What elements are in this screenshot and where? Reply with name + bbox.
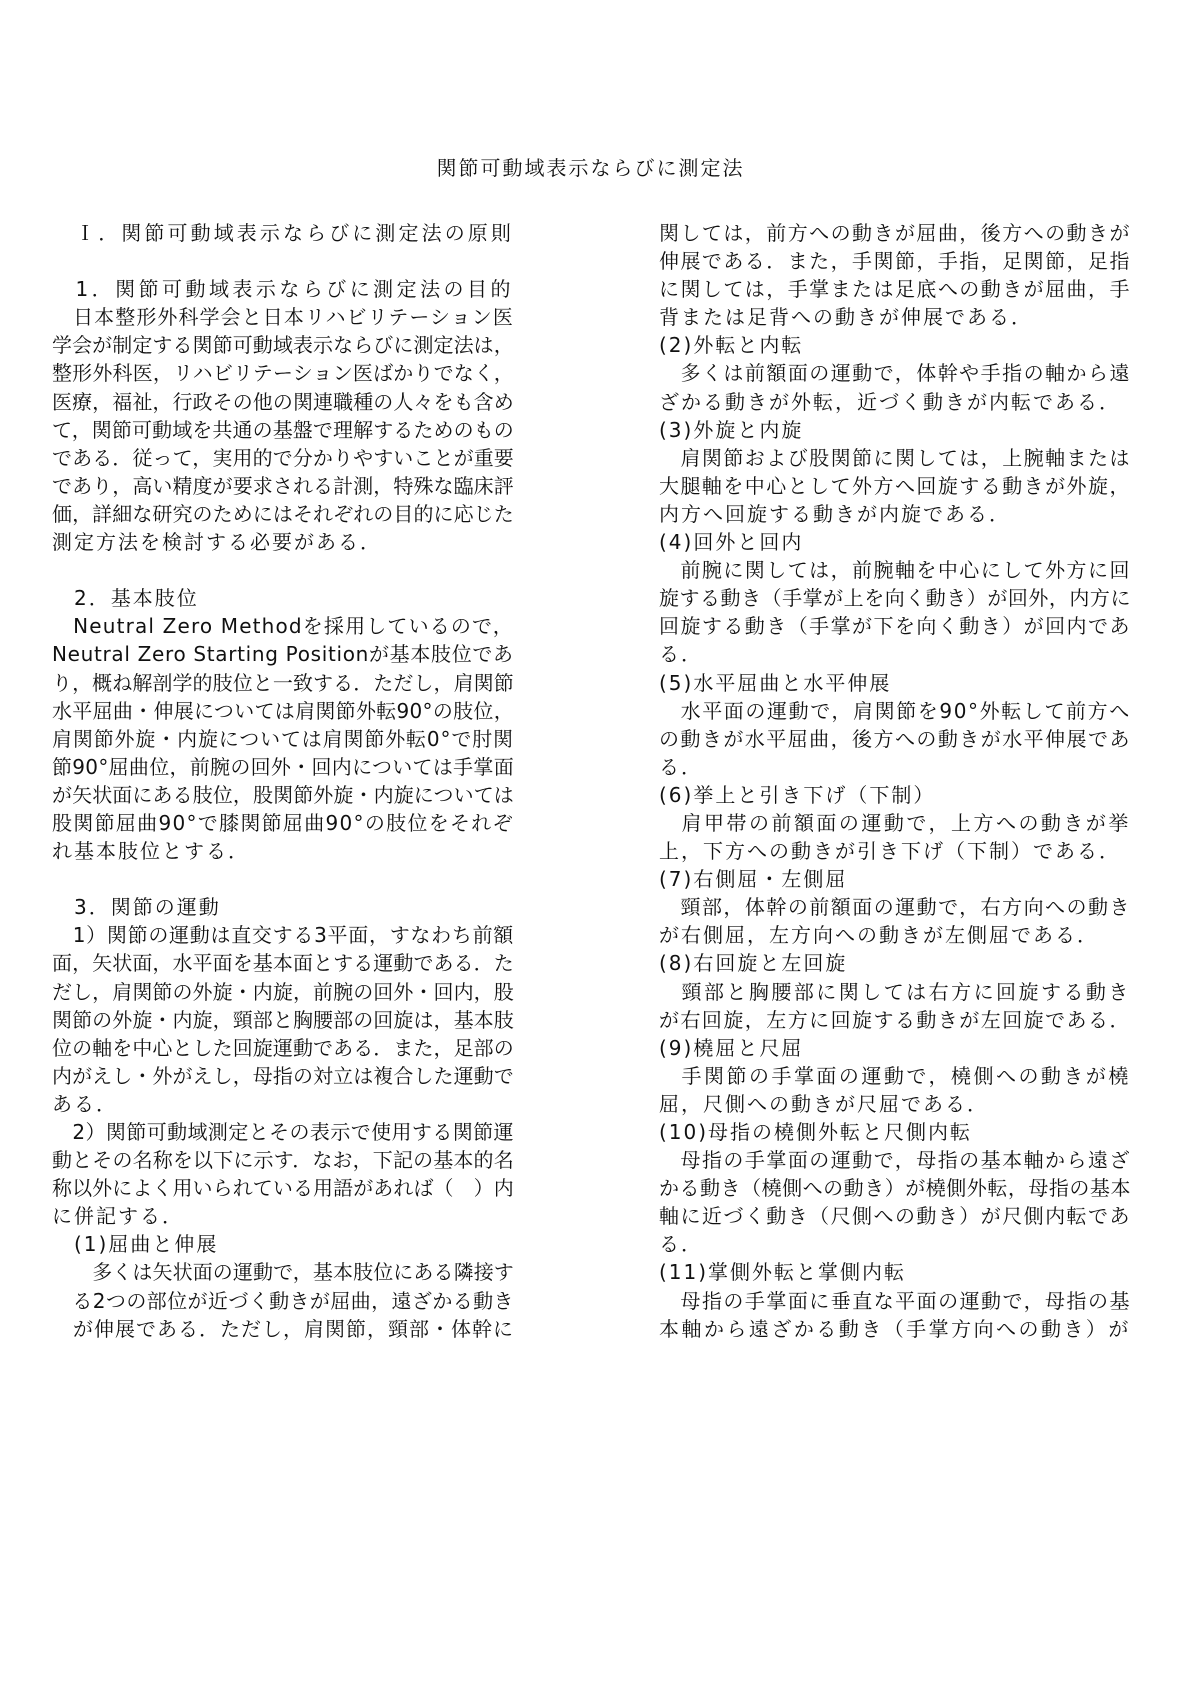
text-line: 称以外によく用いられている用語があれば（ ）内 [52,1176,514,1201]
text-line: て，関節可動域を共通の基盤で理解するためのもの [52,417,514,442]
text-line-row [659,219,1131,247]
text-line-row [52,444,514,472]
text-line: る2つの部位が近づく動きが屈曲，遠ざかる動き [52,1288,514,1313]
text-line: 動とその名称を以下に示す．なお，下記の基本的名 [52,1148,514,1173]
text-line: ある． [52,1091,118,1116]
text-line-row [659,612,1131,640]
text-line-row [659,303,1131,331]
blank-line [52,247,514,275]
text-line: ざかる動きが外転，近づく動きが内転である． [659,389,1121,414]
text-line: Ｉ．関節可動域表示ならびに測定法の原則 [52,221,514,245]
text-line-row [659,247,1131,275]
text-line: 母指の手掌面の運動で，母指の基本軸から遠ざ [659,1148,1131,1173]
text-line-row [659,444,1131,472]
text-line-row [52,837,514,865]
text-line-row [659,1258,1131,1286]
text-line-row [52,219,514,247]
text-line: 前腕に関しては，前腕軸を中心にして外方に回 [659,558,1131,583]
text-line: 背または足背への動きが伸展である． [659,305,1033,330]
text-line: 肩関節および股関節に関しては，上腕軸または [659,445,1131,470]
text-line-row [52,893,514,921]
text-line: 上，下方への動きが引き下げ（下制）である． [659,839,1121,864]
text-line: 頸部，体幹の前額面の運動で，右方向への動き [659,895,1131,920]
text-line: 1．関節可動域表示ならびに測定法の目的 [52,277,514,302]
text-line: る． [659,1232,703,1257]
text-line: 内がえし・外がえし，母指の対立は複合した運動で [52,1063,514,1088]
text-line-row [52,472,514,500]
text-line: が右側屈，左方向への動きが左側屈である． [659,923,1099,948]
text-line: (8)右回旋と左回旋 [659,951,848,976]
text-line: 関しては，前方への動きが屈曲，後方への動きが [659,221,1131,245]
text-line: れ基本肢位とする． [52,839,250,864]
text-line-row [659,865,1131,893]
text-line-row [659,1006,1131,1034]
text-line-row [52,1258,514,1286]
text-line: (6)挙上と引き下げ（下制） [659,782,936,807]
text-line-row [659,697,1131,725]
blank-line [52,865,514,893]
text-line-row [659,949,1131,977]
text-line-row [52,697,514,725]
text-line-row [659,416,1131,444]
text-line-row [659,275,1131,303]
text-line-row [659,1230,1131,1258]
text-line-row [659,528,1131,556]
text-line: 頸部と胸腰部に関しては右方に回旋する動き [659,979,1131,1004]
text-line: 手関節の手掌面の運動で，橈側への動きが橈 [659,1063,1131,1088]
text-line-row [659,1034,1131,1062]
text-line-row [52,753,514,781]
text-line-row [659,1090,1131,1118]
text-line-row [52,809,514,837]
text-line-row [52,1090,514,1118]
text-line: 内方へ回旋する動きが内旋である． [659,501,1011,526]
text-line-row [52,1146,514,1174]
text-line: 伸展である．また，手関節，手指，足関節，足指 [659,249,1131,274]
blank-line [52,556,514,584]
text-line-row [659,640,1131,668]
text-line: る． [659,642,703,667]
text-line-row [52,584,514,612]
text-line-row [52,388,514,416]
text-line-row [52,1202,514,1230]
text-line-row [52,1315,514,1343]
text-line: 医療，福祉，行政その他の関連職種の人々をも含め [52,389,514,414]
text-line: 面，矢状面，水平面を基本面とする運動である．た [52,951,514,976]
text-line-row [659,388,1131,416]
text-line-row [659,359,1131,387]
text-line: 母指の手掌面に垂直な平面の運動で，母指の基 [659,1288,1131,1313]
text-line-row [52,303,514,331]
text-line-row [659,893,1131,921]
text-line-row [52,1230,514,1258]
text-line-row [52,1118,514,1146]
text-line: る． [659,754,703,779]
text-line: (7)右側屈・左側屈 [659,867,848,892]
text-line: 水平面の運動で，肩関節を90°外転して前方へ [659,698,1131,723]
text-line-row [659,1174,1131,1202]
text-line-row [659,753,1131,781]
text-line: 3．関節の運動 [52,895,221,920]
text-line: 旋する動き（手掌が上を向く動き）が回外，内方に [659,586,1131,611]
text-line-row [659,1202,1131,1230]
text-line: 日本整形外科学会と日本リハビリテーション医 [52,305,514,330]
text-line: 回旋する動き（手掌が下を向く動き）が回内であ [659,614,1131,639]
text-line: (1)屈曲と伸展 [52,1232,219,1257]
text-line-row [52,949,514,977]
text-line: 1）関節の運動は直交する3平面，すなわち前額 [52,923,515,948]
text-line-row [659,1287,1131,1315]
text-line: 本軸から遠ざかる動き（手掌方向への動き）が [659,1316,1131,1341]
text-line: 多くは前額面の運動で，体幹や手指の軸から遠 [659,361,1131,386]
text-line: の動きが水平屈曲，後方への動きが水平伸展であ [659,726,1131,751]
text-line-row [52,1062,514,1090]
text-line-row [659,500,1131,528]
text-line: 2）関節可動域測定とその表示で使用する関節運 [52,1120,514,1144]
text-line: 学会が制定する関節可動域表示ならびに測定法は， [52,333,514,358]
text-line: が伸展である．ただし，肩関節，頸部・体幹に [52,1316,514,1341]
text-line-row [659,1146,1131,1174]
text-line-row [52,781,514,809]
text-line-row [659,472,1131,500]
text-line: (3)外旋と内旋 [659,417,804,442]
text-line: (11)掌側外転と掌側内転 [659,1260,907,1285]
text-line: である．従って，実用的で分かりやすいことが重要 [52,445,514,470]
text-line-row [52,500,514,528]
text-line: 肩関節外旋・内旋については肩関節外転0°で肘関 [52,726,514,751]
text-line: 2．基本肢位 [52,586,199,611]
text-line-row [52,669,514,697]
text-line-row [659,556,1131,584]
text-line-row [52,528,514,556]
text-line-row [659,1118,1131,1146]
text-line: (9)橈屈と尺屈 [659,1035,804,1060]
text-line: 整形外科医，リハビリテーション医ばかりでなく， [52,361,514,386]
text-line: り，概ね解剖学的肢位と一致する．ただし，肩関節 [52,670,514,695]
text-line: 関節の外旋・内旋，頸部と胸腰部の回旋は，基本肢 [52,1007,514,1032]
text-line-row [659,331,1131,359]
text-line-row [659,781,1131,809]
text-line-row [52,359,514,387]
document-title: 関節可動域表示ならびに測定法 [436,156,745,180]
text-line: だし，肩関節の外旋・内旋，前腕の回外・回内，股 [52,979,514,1004]
text-line: 股関節屈曲90°で膝関節屈曲90°の肢位をそれぞ [52,810,514,835]
left-column [52,219,514,1343]
text-line: に併記する． [52,1204,184,1229]
text-line-row [659,978,1131,1006]
text-line: (5)水平屈曲と水平伸展 [659,670,892,695]
text-line-row [52,331,514,359]
text-line-row [52,921,514,949]
text-line-row [659,921,1131,949]
text-line: かる動き（橈側への動き）が橈側外転，母指の基本 [659,1176,1131,1201]
text-line: (2)外転と内転 [659,333,804,358]
text-line-row [52,1287,514,1315]
text-line-row [52,978,514,1006]
text-line: 位の軸を中心とした回旋運動である．また，足部の [52,1035,514,1060]
text-line-row [52,275,514,303]
text-line: 屈，尺側への動きが尺屈である． [659,1091,989,1116]
text-line-row [52,1034,514,1062]
text-line: 測定方法を検討する必要がある． [52,530,382,555]
right-column [659,219,1131,1343]
text-line: (10)母指の橈側外転と尺側内転 [659,1120,973,1144]
text-line: に関しては，手掌または足底への動きが屈曲，手 [659,277,1131,302]
text-line: 価，詳細な研究のためにはそれぞれの目的に応じた [52,501,514,526]
text-line: 節90°屈曲位，前腕の回外・回内については手掌面 [52,754,515,779]
text-line-row [52,1006,514,1034]
text-line-row [659,837,1131,865]
text-line: 多くは矢状面の運動で，基本肢位にある隣接す [52,1260,514,1285]
text-line-row [52,612,514,640]
text-line: 大腿軸を中心として外方へ回旋する動きが外旋， [659,473,1131,498]
text-line: が右回旋，左方に回旋する動きが左回旋である． [659,1007,1131,1032]
text-line-row [659,1315,1131,1343]
text-line-row [659,809,1131,837]
text-line: (4)回外と回内 [659,530,804,555]
text-line: 軸に近づく動き（尺側への動き）が尺側内転であ [659,1204,1131,1229]
text-line: Neutral Zero Methodを採用しているので， [52,614,514,639]
text-line: 肩甲帯の前額面の運動で，上方への動きが挙 [659,810,1131,835]
text-line-row [659,725,1131,753]
text-line-row [52,1174,514,1202]
text-line-row [52,640,514,668]
text-line-row [659,1062,1131,1090]
text-line: であり，高い精度が要求される計測，特殊な臨床評 [52,473,514,498]
text-line-row [52,416,514,444]
text-line: 水平屈曲・伸展については肩関節外転90°の肢位， [52,698,515,723]
text-line: Neutral Zero Starting Positionが基本肢位であ [52,642,514,667]
text-line-row [659,669,1131,697]
text-line: が矢状面にある肢位，股関節外旋・内旋については [52,782,514,807]
text-line-row [659,584,1131,612]
text-line-row [52,725,514,753]
